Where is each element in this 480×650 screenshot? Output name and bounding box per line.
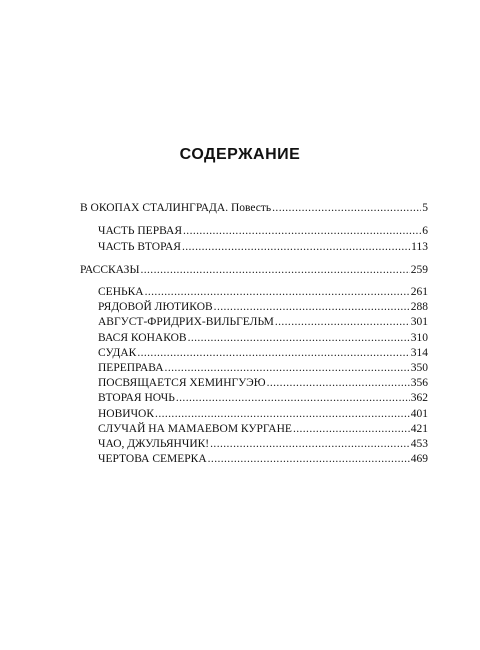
- toc-entry-label: ВАСЯ КОНАКОВ: [98, 331, 187, 344]
- dot-leader: [210, 437, 410, 452]
- toc-entry-story: [80, 346, 428, 361]
- toc-entry-label: НОВИЧОК: [98, 407, 155, 420]
- toc-entry-part-1: [80, 223, 428, 239]
- toc-entry-label: АВГУСТ-ФРИДРИХ-ВИЛЬГЕЛЬМ: [98, 316, 274, 329]
- dot-leader: [183, 223, 421, 239]
- dot-leader: [137, 346, 409, 361]
- dot-leader: [293, 422, 410, 437]
- dot-leader: [176, 391, 410, 406]
- toc-entry-page: 301: [410, 316, 428, 329]
- dot-leader: [155, 407, 410, 422]
- stories-list: [80, 285, 428, 467]
- toc-entry-label: В ОКОПАХ СТАЛИНГРАДА. Повесть: [80, 202, 272, 214]
- toc-entry-page: 261: [410, 286, 428, 298]
- toc-entry-page: 6: [422, 225, 428, 237]
- table-of-contents: [80, 200, 428, 467]
- toc-entry-label: РЯДОВОЙ ЛЮТИКОВ: [98, 301, 213, 314]
- toc-entry-label: ПОСВЯЩАЕТСЯ ХЕМИНГУЭЮ: [98, 377, 266, 390]
- dot-leader: [165, 361, 410, 376]
- toc-entry-story: [80, 391, 428, 406]
- toc-entry-story: [80, 300, 428, 315]
- toc-entry-story: [80, 407, 428, 422]
- toc-entry-label: СЛУЧАЙ НА МАМАЕВОМ КУРГАНЕ: [98, 422, 292, 435]
- dot-leader: [272, 200, 421, 216]
- toc-entry-page: 5: [422, 202, 428, 214]
- dot-leader: [214, 300, 410, 315]
- toc-entry-page: 469: [410, 453, 428, 466]
- toc-entry-label: ЧАСТЬ ВТОРАЯ: [98, 241, 181, 253]
- toc-entry-label: СУДАК: [98, 346, 137, 359]
- toc-entry-label: ПЕРЕПРАВА: [98, 361, 164, 374]
- toc-entry-label: ВТОРАЯ НОЧЬ: [98, 392, 175, 405]
- toc-entry-label: ЧАО, ДЖУЛЬЯНЧИК!: [98, 437, 210, 450]
- toc-entry-story: [80, 437, 428, 452]
- toc-entry-label: ЧАСТЬ ПЕРВАЯ: [98, 225, 183, 237]
- toc-entry-page: 350: [410, 361, 428, 374]
- toc-entry-story: [80, 422, 428, 437]
- page-title: СОДЕРЖАНИЕ: [179, 146, 301, 163]
- toc-entry-story: [80, 315, 428, 330]
- toc-entry-label: СЕНЬКА: [98, 286, 144, 298]
- toc-entry-page: 259: [410, 264, 428, 276]
- toc-entry-story: [80, 361, 428, 376]
- toc-entry-novel: [80, 200, 428, 216]
- toc-entry-page: 356: [410, 377, 428, 390]
- toc-entry-part-2: [80, 239, 428, 255]
- toc-entry-story: [80, 285, 428, 300]
- dot-leader: [140, 262, 409, 278]
- toc-entry-page: 421: [410, 422, 428, 435]
- toc-entry-page: 453: [410, 437, 428, 450]
- dot-leader: [208, 452, 410, 467]
- toc-entry-stories: [80, 262, 428, 278]
- dot-leader: [188, 331, 410, 346]
- toc-entry-page: 314: [410, 346, 428, 359]
- toc-entry-page: 113: [411, 241, 428, 253]
- dot-leader: [145, 285, 410, 300]
- toc-entry-page: 310: [410, 331, 428, 344]
- toc-entry-story: [80, 331, 428, 346]
- toc-entry-page: 401: [410, 407, 428, 420]
- toc-entry-label: РАССКАЗЫ: [80, 264, 140, 276]
- toc-entry-story: [80, 452, 428, 467]
- dot-leader: [267, 376, 410, 391]
- toc-entry-story: [80, 376, 428, 391]
- dot-leader: [275, 315, 410, 330]
- toc-entry-page: 362: [410, 392, 428, 405]
- dot-leader: [182, 239, 410, 255]
- toc-entry-label: ЧЕРТОВА СЕМЕРКА: [98, 453, 207, 466]
- toc-entry-page: 288: [410, 301, 428, 314]
